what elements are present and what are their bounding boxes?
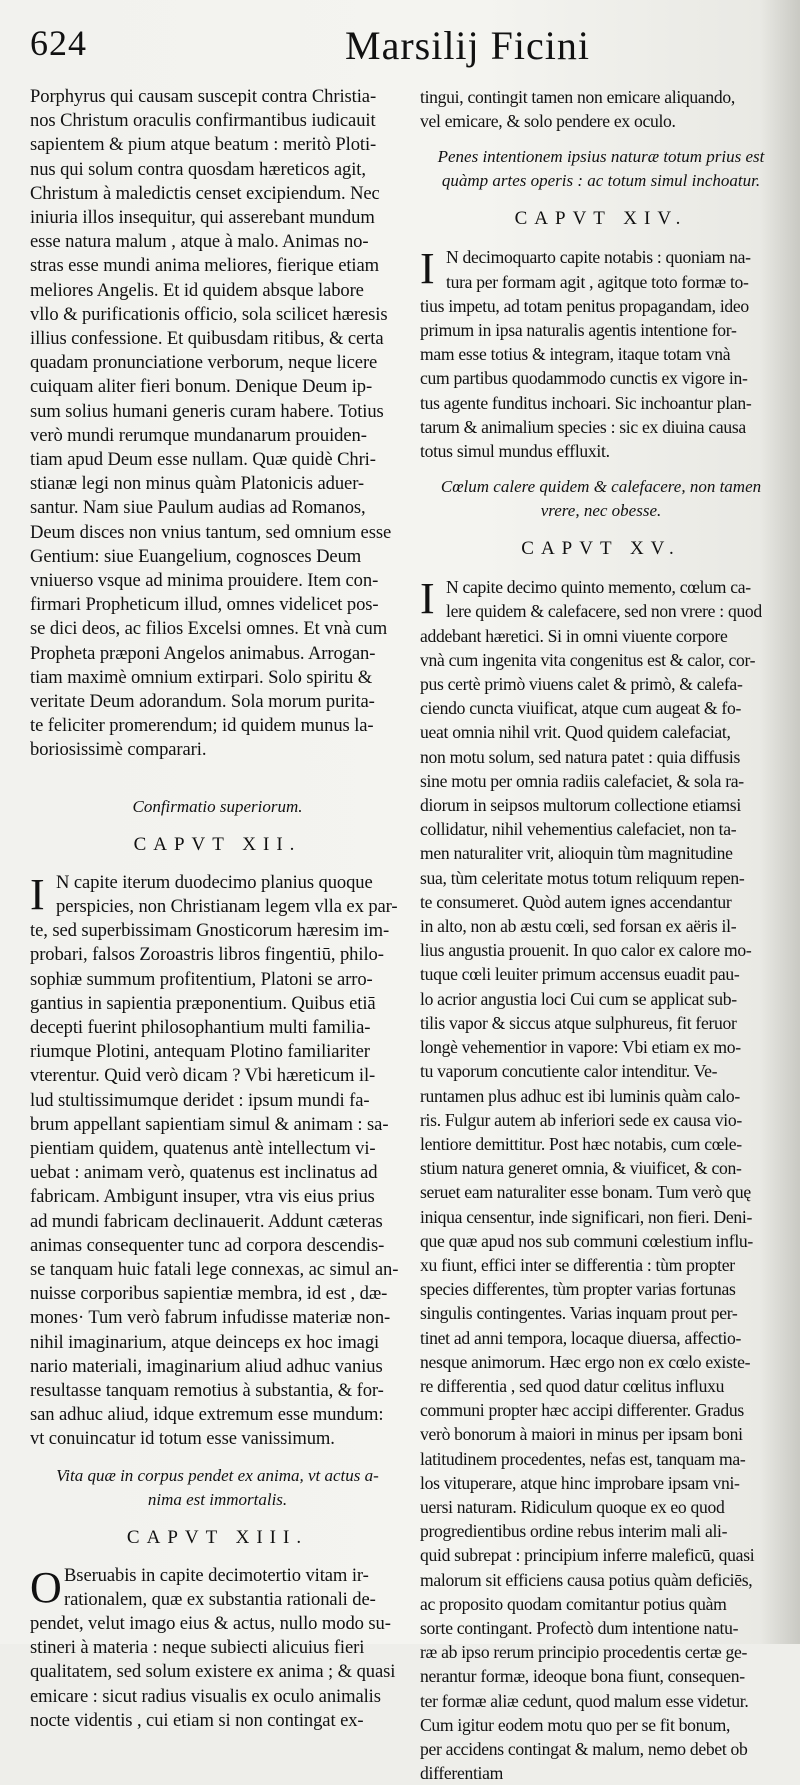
right-paragraph-1 bbox=[420, 85, 782, 133]
text-line: sine motu per omnia radiis calefaciet, & sola ra- bbox=[420, 770, 744, 791]
right-paragraph-3 bbox=[420, 575, 782, 1785]
text-line: pendet, velut imago eius & actus, nullo modo su- bbox=[30, 1612, 391, 1634]
left-paragraph-2 bbox=[30, 871, 405, 1452]
text-line: stras esse mundi anima meliores, fierique etiam bbox=[30, 255, 379, 277]
text-line: pus certè primò viuens calet & primò, & calefa- bbox=[420, 674, 743, 695]
text-line: diorum in seipsos multorum collectione etiamsi bbox=[420, 795, 741, 816]
text-line: Christum à maledictis censet excipiendum. Nec bbox=[30, 182, 380, 204]
text-line: los vituperare, atque hinc improbare ipsam vni- bbox=[420, 1472, 740, 1493]
text-line: gantius in sapientia præponentium. Quibus etiā bbox=[30, 992, 376, 1014]
page-number: 624 bbox=[30, 23, 87, 63]
text-line: ad mundi fabricam declinauerit. Addunt cæteras bbox=[30, 1210, 383, 1232]
text-line: sapientem & pium atque beatum : meritò Ploti- bbox=[30, 134, 377, 156]
text-line: tiam apud Deum esse nullam. Quæ quidè Chri- bbox=[30, 449, 376, 471]
text-line: Gentium: siue Euangelium, cognosces Deum bbox=[30, 545, 362, 567]
text-line: Porphyrus qui causam suscepit contra Christia- bbox=[30, 86, 377, 107]
text-line: tuque cœli leuiter primum accensus euadit pau- bbox=[420, 964, 740, 985]
text-line: lere quidem & calefacere, sed non vrere : quod bbox=[446, 601, 762, 622]
text-line: nima est immortalis. bbox=[147, 1489, 288, 1509]
text-line: in alto, non ab æstu cœli, sed forsan ex aëris il- bbox=[420, 916, 737, 937]
text-line: tus agente funditus inchoari. Sic inchoantur plan- bbox=[420, 392, 752, 413]
text-line: ciendo cuncta viuificat, atque cum augeat & fo- bbox=[420, 698, 742, 719]
text-line: rationalem, quæ ex substantia rationali de- bbox=[64, 1588, 376, 1610]
text-line: que quæ apud nos sub communi cœlestium influ- bbox=[420, 1230, 753, 1251]
text-line: veritate Deum adorandum. Sola morum purita- bbox=[30, 691, 375, 713]
text-line: totus simul mundus effluxit. bbox=[420, 441, 610, 462]
text-line: tu vaporum concutiente calor intenditur. Ve- bbox=[420, 1061, 718, 1082]
text-line: verò bonorum à maiori in minus per ipsam boni bbox=[420, 1424, 743, 1445]
text-line: Bseruabis in capite decimotertio vitam ir- bbox=[64, 1564, 369, 1586]
text-line: animas consequenter tunc ad corpora descendis- bbox=[30, 1234, 385, 1256]
text-line: cuiquam aliter fieri bonum. Denique Deum ip- bbox=[30, 376, 373, 398]
text-line: tius impetu, ad totam penitus propagandam, ideo bbox=[420, 295, 749, 316]
text-line: re differentia , sed quod datur cœlitus influxu bbox=[420, 1375, 725, 1396]
text-line: nos Christum oraculis confirmantibus iudicauit bbox=[30, 110, 376, 132]
text-line: ueat omnia nihil vrit. Quod quidem calefaciat, bbox=[420, 722, 731, 743]
text-line: nuisse corporibus sapientiæ membra, id est , dæ- bbox=[30, 1283, 388, 1305]
left-paragraph-1 bbox=[30, 85, 405, 763]
text-line: quid subrepat : principium inferre maleficū, quasi bbox=[420, 1545, 755, 1566]
summary-heading-penes bbox=[420, 145, 782, 193]
text-line: runtamen plus adhuc est ibi luminis quàm calo- bbox=[420, 1085, 740, 1106]
text-line: probari, falsos Zoroastris libros fingentiū, philo- bbox=[30, 944, 384, 966]
text-line: iniuria illos insequitur, qui asserebant mundum bbox=[30, 207, 375, 229]
text-line: se dici deos, ac filios Excelsi omnes. Et vnà cum bbox=[30, 618, 388, 640]
text-line: vt conuincatur id totum esse vanissimum. bbox=[30, 1428, 335, 1450]
text-line: nus qui solum contra quosdam hæreticos agit, bbox=[30, 158, 366, 180]
text-line: sua, tùm celeritate motus totum reliquum repen- bbox=[420, 867, 745, 888]
text-line: Propheta præponi Angelos animabus. Arrogan- bbox=[30, 642, 376, 664]
text-line: nerantur formæ, ideoque bona fiunt, consequen- bbox=[420, 1666, 745, 1687]
text-line: stineri à materia : neque subiecti alicuius fieri bbox=[30, 1637, 365, 1659]
text-line: uersi naturam. Ridiculum quoque ex eo quod bbox=[420, 1496, 725, 1517]
chapter-heading-xiii: CAPVT XIII. bbox=[126, 1526, 309, 1548]
text-line: communi propter hæc accipi differenter. Gradus bbox=[420, 1400, 744, 1421]
text-line: nario materiali, imaginarium aliud adhuc vanius bbox=[30, 1355, 383, 1377]
text-line: Deum disces non vnius tantum, sed omnium esse bbox=[30, 521, 392, 543]
text-line: malorum sit efficiens causa potius quàm deficiēs, bbox=[420, 1569, 753, 1590]
text-line: collidatur, nihil vehementius calefaciet, non ta- bbox=[420, 819, 737, 840]
right-column bbox=[420, 85, 782, 1785]
text-line: men naturaliter vrit, alioquin tùm magnitudine bbox=[420, 843, 733, 864]
drop-cap-initial: O bbox=[30, 1562, 62, 1612]
text-line: emicare : sicut radius visualis ex oculo animalis bbox=[30, 1685, 381, 1707]
text-line: vnà cum ingenita vita congenitus est & calor, cor- bbox=[420, 649, 756, 670]
text-line: Vita quæ in corpus pendet ex anima, vt actus a- bbox=[56, 1465, 379, 1485]
drop-cap-initial: I bbox=[420, 574, 435, 624]
text-line: illius confessione. Et quibusdam ritibus, & certa bbox=[30, 328, 384, 350]
text-line: Penes intentionem ipsius naturæ totum prius est bbox=[437, 147, 765, 167]
text-line: ac proposito quodam comitantur potius quàm bbox=[420, 1593, 727, 1614]
text-line: decepti fuerint philosophantium multi familia- bbox=[30, 1016, 371, 1038]
text-line: sum solius humani generis curam habere. Totius bbox=[30, 400, 384, 422]
chapter-heading-xv: CAPVT XV. bbox=[521, 538, 681, 560]
text-line: te consumeret. Quòd autem ignes accendantur bbox=[420, 891, 732, 912]
left-column bbox=[30, 85, 405, 1733]
text-line: san adhuc aliud, idque extremum esse mundum: bbox=[30, 1404, 384, 1426]
summary-heading-confirmatio: Confirmatio superiorum. bbox=[132, 796, 303, 816]
text-line: Cœlum calere quidem & calefacere, non tamen bbox=[440, 477, 762, 497]
text-line: N decimoquarto capite notabis : quoniam na- bbox=[446, 247, 751, 268]
text-line: lentiore demittitur. Post hæc notabis, cum cœle- bbox=[420, 1133, 742, 1154]
text-line: mam esse totius & integram, itaque totam vnà bbox=[420, 344, 731, 365]
text-line: nihil imaginarium, atque deinceps ex hoc imagi bbox=[30, 1331, 380, 1353]
text-line: vllo & purificationis officio, sola scilicet hæresis bbox=[30, 303, 388, 325]
text-line: perspicies, non Christianam legem vlla ex par- bbox=[56, 895, 398, 917]
text-line: brum appellant sapientiam simul & animam : sa- bbox=[30, 1113, 389, 1135]
text-line: quadam pronunciatione verborum, neque licere bbox=[30, 352, 378, 374]
text-line: progredientibus ordine rebus interim mali ali- bbox=[420, 1521, 728, 1542]
text-line: nocte videntis , cui etiam si non contingat ex- bbox=[30, 1709, 364, 1731]
text-line: tingui, contingit tamen non emicare aliquando, bbox=[420, 87, 736, 107]
text-line: esse natura malum , atque à malo. Animas no- bbox=[30, 231, 369, 253]
text-line: per accidens contingat & malum, nemo debet ob bbox=[420, 1738, 748, 1759]
chapter-heading-xii: CAPVT XII. bbox=[133, 833, 302, 855]
text-line: primum in ipsa naturalis agentis intentione for- bbox=[420, 320, 737, 341]
text-line: resultasse tanquam remotius à substantia, & for- bbox=[30, 1379, 384, 1401]
text-line: tarum & animalium species : sic ex diuina causa bbox=[420, 416, 746, 437]
text-line: lo acrior angustia loci Cui cum se applicat sub- bbox=[420, 988, 737, 1009]
text-line: vel emicare, & solo pendere ex oculo. bbox=[420, 111, 676, 132]
text-line: uebat : animam verò, quatenus est inclinatus ad bbox=[30, 1162, 378, 1184]
text-line: mones· Tum verò fabrum infudisse materiæ non- bbox=[30, 1307, 391, 1329]
text-line: tiam maximè omnium extirpari. Solo spiritu & bbox=[30, 666, 373, 688]
text-line: cum partibus quodammodo cunctis ex vigore in- bbox=[420, 368, 748, 389]
text-line: sorte contingant. Profectò dum intentione natu- bbox=[420, 1617, 739, 1638]
text-line: quàmp artes operis : ac totum simul inchoatur. bbox=[441, 171, 761, 191]
text-line: meliores Angelis. Et id quidem absque labore bbox=[30, 279, 364, 301]
text-line: fabricam. Ambigunt insuper, vtra vis eius prius bbox=[30, 1186, 375, 1208]
text-line: stianæ legi non minus quàm Platonicis aduer- bbox=[30, 473, 365, 495]
text-line: ter formæ aliæ cedunt, quod malum esse videtur. bbox=[420, 1690, 749, 1711]
text-line: verò mundi rerumque mundanarum prouiden- bbox=[30, 424, 367, 446]
text-line: N capite iterum duodecimo planius quoque bbox=[56, 871, 373, 893]
text-line: non motu solum, sed natura patet : quia diffusis bbox=[420, 746, 741, 767]
text-line: N capite decimo quinto memento, cœlum ca- bbox=[446, 577, 751, 598]
text-line: longè vehementior in vapore: Vbi etiam ex mo- bbox=[420, 1037, 741, 1058]
text-line: sophiæ summum profitentium, Platoni se arro- bbox=[30, 968, 373, 990]
right-paragraph-2 bbox=[420, 245, 782, 463]
text-line: vterentur. Quid verò dicam ? Vbi hæreticum il- bbox=[30, 1065, 376, 1087]
drop-cap-initial: I bbox=[420, 244, 435, 294]
text-line: species differentes, tùm propter varias fortunas bbox=[420, 1279, 736, 1300]
text-line: se tanquam huic fatali lege connexas, ac simul an- bbox=[30, 1258, 399, 1280]
text-line: vrere, nec obesse. bbox=[540, 501, 662, 521]
text-line: firmari Propheticum illud, omnes videlicet pos- bbox=[30, 594, 379, 616]
drop-cap-initial: I bbox=[30, 869, 45, 919]
page-header bbox=[30, 22, 790, 72]
chapter-heading-xiv: CAPVT XIV. bbox=[514, 208, 688, 230]
text-line: iniqua censentur, inde significari, non fieri. Deni- bbox=[420, 1206, 753, 1227]
text-line: lius angustia prouenit. In quo calor ex calore mo- bbox=[420, 940, 752, 961]
running-title: Marsilij Ficini bbox=[345, 23, 590, 68]
text-line: santur. Nam siue Paulum audias ad Romanos, bbox=[30, 497, 366, 519]
text-line: Cum igitur eodem motu quo per se fit bonum, bbox=[420, 1714, 731, 1735]
text-line: pientiam quidem, quatenus antè intellectum vi- bbox=[30, 1137, 376, 1159]
text-line: differentiam bbox=[420, 1763, 504, 1784]
text-line: latitudinem procedentes, nefas est, tanquam ma- bbox=[420, 1448, 746, 1469]
text-line: nesque animorum. Hæc ergo non ex cœlo existe- bbox=[420, 1351, 751, 1372]
text-line: ris. Fulgur autem ab inferiori sede ex causa vio- bbox=[420, 1109, 742, 1130]
summary-heading-vita bbox=[30, 1464, 405, 1512]
text-line: singulis contingentes. Varias inquam prout per- bbox=[420, 1303, 738, 1324]
text-line: seruet eam naturaliter esse bonam. Tum verò quę bbox=[420, 1182, 751, 1203]
text-line: tura per formam agit , agitque toto formæ to- bbox=[446, 271, 749, 292]
summary-heading-coelum bbox=[420, 475, 782, 523]
text-line: te feliciter promerendum; id quidem munus la- bbox=[30, 715, 374, 737]
text-line: ræ ab ipso rerum principio procedentis certæ ge- bbox=[420, 1642, 748, 1663]
text-line: tilis vapor & siccus atque sulphureus, fit feruor bbox=[420, 1012, 737, 1033]
text-line: addebant hæretici. Si in omni viuente corpore bbox=[420, 625, 728, 646]
text-line: vniuerso vsque ad minima prouidere. Item con- bbox=[30, 570, 379, 592]
text-line: xu fiunt, effici inter se differentia : tùm propter bbox=[420, 1254, 735, 1275]
text-line: qualitatem, sed solum existere ex anima ; & quasi bbox=[30, 1661, 396, 1683]
left-paragraph-3 bbox=[30, 1564, 405, 1733]
text-line: tinet ad anni tempora, locaque diuersa, affectio- bbox=[420, 1327, 742, 1348]
text-line: stium natura generet omnia, & viuificet, & con- bbox=[420, 1158, 742, 1179]
text-line: te, sed superbissimam Gnosticorum hæresim im- bbox=[30, 920, 390, 942]
text-line: lud stultissimumque deridet : ipsum mundi fa- bbox=[30, 1089, 370, 1111]
text-line: riumque Plotini, antequam Plotino familiariter bbox=[30, 1041, 370, 1063]
text-line: boriosissimè comparari. bbox=[30, 739, 207, 761]
